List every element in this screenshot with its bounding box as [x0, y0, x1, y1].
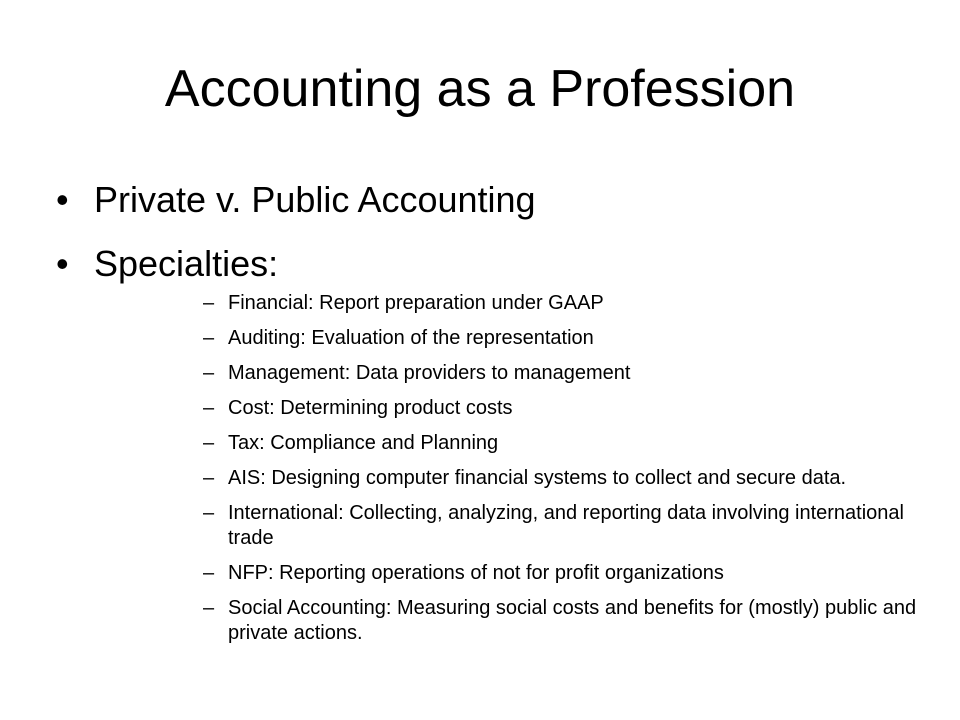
sub-bullet-text: NFP: Reporting operations of not for profit organizations [228, 562, 724, 584]
sub-bullet-text: Financial: Report preparation under GAAP [228, 292, 604, 314]
dash-icon: – [203, 432, 215, 454]
dash-icon: – [203, 362, 215, 384]
sub-bullet-text: International: Collecting, analyzing, and reporting data involving international trade [228, 502, 904, 549]
sub-bullet-social-accounting [203, 596, 923, 646]
dash-icon: – [203, 292, 215, 314]
dash-icon: – [203, 467, 215, 489]
sub-bullet-text: Social Accounting: Measuring social costs and benefits for (mostly) public and private actions. [228, 597, 917, 644]
dash-icon: – [203, 502, 215, 524]
specialties-sub-list [203, 291, 923, 656]
sub-bullet-auditing [203, 326, 923, 351]
main-bullet-list [56, 168, 936, 296]
main-bullet-text: Private v. Public Accounting [94, 179, 536, 220]
sub-bullet-text: Tax: Compliance and Planning [228, 432, 499, 454]
sub-bullet-international [203, 501, 923, 551]
main-bullet-text: Specialties: [94, 243, 279, 284]
bullet-icon: • [56, 179, 69, 220]
sub-bullet-management [203, 361, 923, 386]
slide-title: Accounting as a Profession [164, 60, 796, 118]
sub-bullet-cost [203, 396, 923, 421]
sub-bullet-nfp [203, 561, 923, 586]
main-bullet-specialties [56, 232, 936, 296]
dash-icon: – [203, 327, 215, 349]
sub-bullet-ais [203, 466, 923, 491]
dash-icon: – [203, 562, 215, 584]
sub-bullet-financial [203, 291, 923, 316]
dash-icon: – [203, 597, 215, 619]
sub-bullet-text: AIS: Designing computer financial systems to collect and secure data. [228, 467, 847, 489]
sub-bullet-text: Cost: Determining product costs [228, 397, 513, 419]
sub-bullet-text: Management: Data providers to management [228, 362, 631, 384]
sub-bullet-text: Auditing: Evaluation of the representation [228, 327, 594, 349]
sub-bullet-tax [203, 431, 923, 456]
main-bullet-private-public [56, 168, 936, 232]
dash-icon: – [203, 397, 215, 419]
bullet-icon: • [56, 243, 69, 284]
